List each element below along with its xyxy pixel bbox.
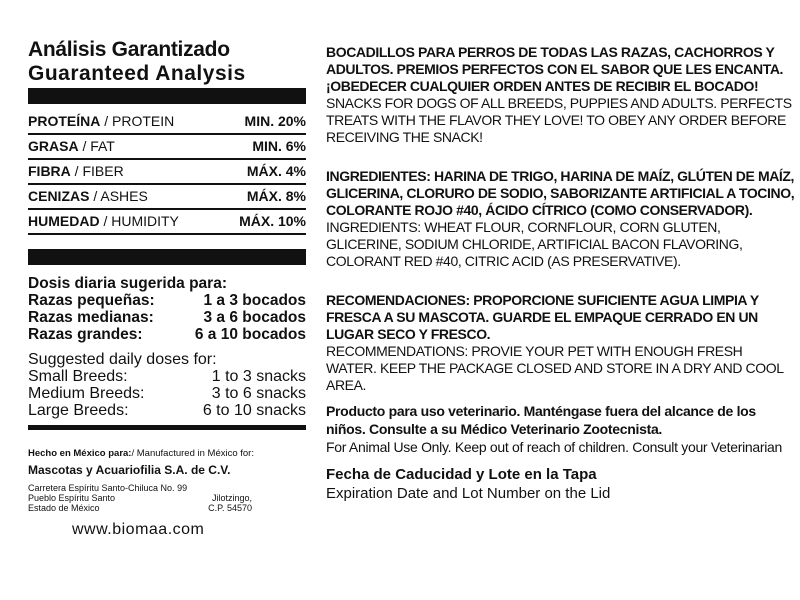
nutrient-en: / ASHES <box>89 188 148 204</box>
analysis-row <box>28 159 306 184</box>
nutrient-en: / FIBER <box>70 163 124 179</box>
dose-row <box>28 309 306 326</box>
nutrient-value: MÁX. 8% <box>221 184 306 209</box>
title-es: Análisis Garantizado <box>28 38 230 61</box>
nutrient-en: / PROTEIN <box>100 113 175 129</box>
dose-label: Medium Breeds: <box>28 385 145 402</box>
expiration-en: Expiration Date and Lot Number on the Lid <box>326 485 611 502</box>
nutrient-value: MÁX. 4% <box>221 159 306 184</box>
vet-en: For Animal Use Only. Keep out of reach of children. Consult your Veterinarian <box>326 439 782 455</box>
dose-row <box>28 292 306 309</box>
intro-section <box>326 44 796 146</box>
dose-en-title: Suggested daily doses for: <box>28 351 217 368</box>
made-in-es: Hecho en México para: <box>28 448 132 459</box>
address-text: Estado de México <box>28 503 100 513</box>
address-line <box>28 483 306 493</box>
analysis-row <box>28 110 306 134</box>
vet-section <box>326 402 796 456</box>
dose-label: Small Breeds: <box>28 368 128 385</box>
nutrient-es: CENIZAS <box>28 188 90 204</box>
address-line <box>28 493 306 503</box>
analysis-row <box>28 134 306 159</box>
recommendations-es: RECOMENDACIONES: PROPORCIONE SUFICIENTE AGUA LIMPIA Y FRESCA A SU MASCOTA. GUARDE EL EMPAQUE CERRADO EN UN LUGAR SECO Y FRESCO. <box>326 292 759 342</box>
recommendations-section <box>326 292 796 394</box>
dose-row <box>28 326 306 343</box>
dose-row <box>28 368 306 385</box>
vet-es: Producto para uso veterinario. Manténgase fuera del alcance de los niños. Consulte a su Médico Veterinario Zootecnista. <box>326 403 756 437</box>
company-name: Mascotas y Acuariofilia S.A. de C.V. <box>28 463 231 477</box>
address-text: C.P. 54570 <box>208 503 252 513</box>
intro-en: SNACKS FOR DOGS OF ALL BREEDS, PUPPIES AND ADULTS. PERFECTS TREATS WITH THE FLAVOR THEY LOVE! TO OBEY ANY ORDER BEFORE RECEIVING THE SNACK! <box>326 95 792 145</box>
dose-en-block <box>28 351 306 419</box>
intro-es: BOCADILLOS PARA PERROS DE TODAS LAS RAZAS, CACHORROS Y ADULTOS. PREMIOS PERFECTOS CON EL SABOR QUE LES ENCANTA. ¡OBEDECER CUALQUIER ORDEN ANTES DE RECIBIR EL BOCADO! <box>326 44 784 94</box>
nutrient-es: GRASA <box>28 138 79 154</box>
analysis-row <box>28 209 306 234</box>
ingredients-es: INGREDIENTES: HARINA DE TRIGO, HARINA DE MAÍZ, GLÚTEN DE MAÍZ, GLICERINA, CLORURO DE SODIO, SABORIZANTE ARTIFICIAL A TOCINO, COLORANTE ROJO #40, ÁCIDO CÍTRICO (COMO CONSERVADOR). <box>326 168 795 218</box>
dose-value: 3 to 6 snacks <box>211 385 306 402</box>
nutrient-value: MIN. 6% <box>221 134 306 159</box>
guaranteed-analysis-panel <box>28 38 306 539</box>
dose-value: 1 a 3 bocados <box>203 292 306 309</box>
nutrient-es: PROTEÍNA <box>28 113 101 129</box>
ingredients-en: INGREDIENTS: WHEAT FLOUR, CORNFLOUR, CORN GLUTEN, GLICERINE, SODIUM CHLORIDE, ARTIFICIAL BACON FLAVORING, COLORANT RED #40, CITRIC ACID (AS PRESERVATIVE). <box>326 219 743 269</box>
nutrient-es: FIBRA <box>28 163 71 179</box>
divider-bar <box>28 88 306 104</box>
dose-label: Razas medianas: <box>28 309 154 326</box>
title-en: Guaranteed Analysis <box>28 62 246 85</box>
nutrient-es: HUMEDAD <box>28 213 100 229</box>
product-info-panel <box>326 44 796 502</box>
dose-label: Razas pequeñas: <box>28 292 155 309</box>
address-text: Pueblo Espíritu Santo <box>28 493 116 503</box>
address-text: Jilotzingo, <box>211 493 252 503</box>
divider-bar <box>28 249 306 265</box>
made-in-en: / Manufactured in México for: <box>131 448 254 459</box>
address-line <box>28 503 306 513</box>
dose-value: 6 to 10 snacks <box>202 402 306 419</box>
divider-line <box>28 425 306 430</box>
nutrient-en: / FAT <box>78 138 115 154</box>
nutrient-value: MÁX. 10% <box>221 209 306 234</box>
manufacturer-heading <box>28 448 306 459</box>
address-text: Carretera Espíritu Santo-Chiluca No. 99 <box>28 483 188 493</box>
analysis-row <box>28 184 306 209</box>
expiration-es: Fecha de Caducidad y Lote en la Tapa <box>326 466 597 483</box>
dose-es-block <box>28 275 306 343</box>
dose-row <box>28 402 306 419</box>
nutrient-value: MIN. 20% <box>221 110 306 134</box>
dose-label: Razas grandes: <box>28 326 143 343</box>
dose-label: Large Breeds: <box>28 402 129 419</box>
dose-es-title: Dosis diaria sugerida para: <box>28 275 227 292</box>
dose-row <box>28 385 306 402</box>
dose-value: 3 a 6 bocados <box>203 309 306 326</box>
recommendations-en: RECOMMENDATIONS: PROVIE YOUR PET WITH ENOUGH FRESH WATER. KEEP THE PACKAGE CLOSED AND STORE IN A DRY AND COOL AREA. <box>326 343 784 393</box>
dose-value: 1 to 3 snacks <box>211 368 306 385</box>
nutrient-en: / HUMIDITY <box>99 213 179 229</box>
analysis-table <box>28 110 306 235</box>
website-link[interactable]: www.biomaa.com <box>72 521 205 538</box>
ingredients-section <box>326 168 796 270</box>
dose-value: 6 a 10 bocados <box>194 326 306 343</box>
